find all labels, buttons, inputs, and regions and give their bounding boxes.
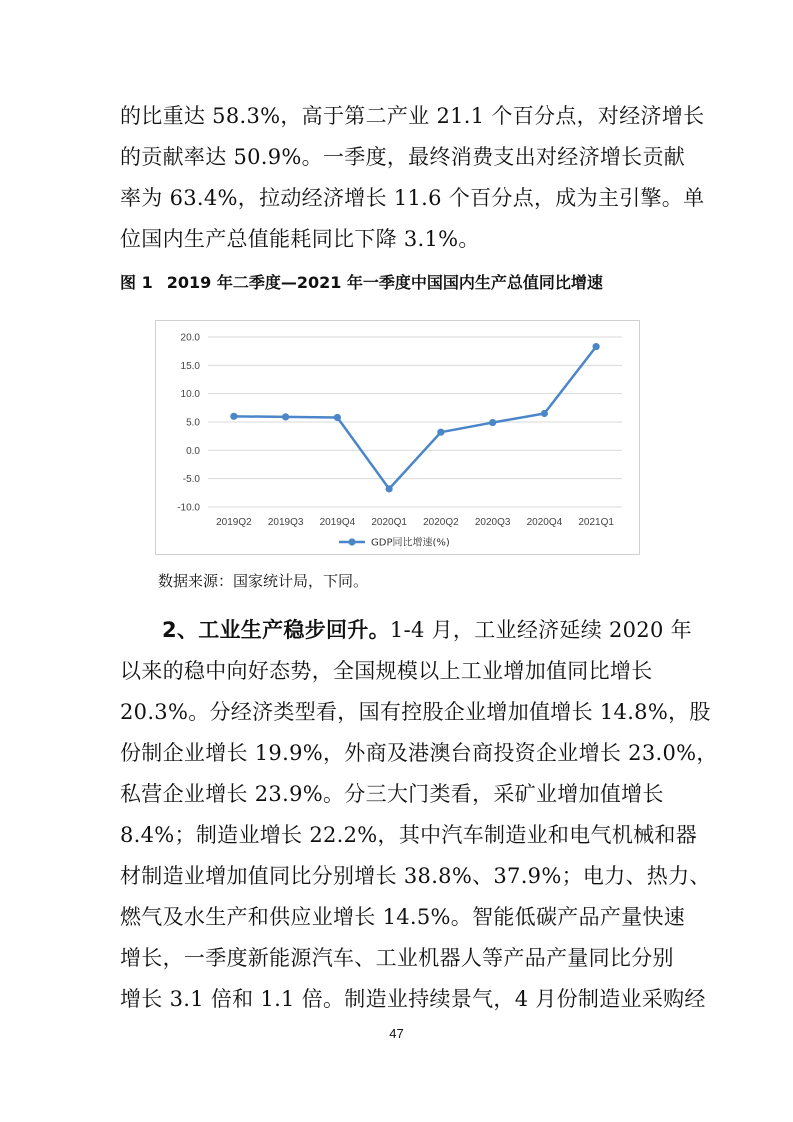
x-tick-label: 2020Q1 [371,517,407,528]
text-line: 以来的稳中向好态势，全国规模以上工业增加值同比增长 [120,659,653,683]
paragraph-consumption [120,96,705,260]
chart-canvas [156,321,639,554]
text-line: 8.4%；制造业增长 22.2%，其中汽车制造业和电气机械和器 [120,823,698,847]
x-tick-label: 2019Q2 [216,517,252,528]
data-point [541,410,548,417]
data-point [489,419,496,426]
y-tick-label: 20.0 [180,332,200,344]
x-tick-label: 2020Q2 [423,517,459,528]
legend-label: GDP同比增速(%) [371,537,450,549]
text-line: 20.3%。分经济类型看，国有控股企业增加值增长 14.8%，股 [120,700,711,724]
x-tick-label: 2020Q3 [474,517,511,528]
figure-number: 图 1 [120,273,153,292]
legend-marker [348,538,355,545]
text-line: 增长 3.1 倍和 1.1 倍。制造业持续景气，4 月份制造业采购经 [120,987,706,1011]
data-point [437,429,444,436]
data-point [282,413,289,420]
text-line: 的贡献率达 50.9%。一季度，最终消费支出对经济增长贡献 [120,145,686,169]
text-fragment: 1-4 月，工业经济延续 2020 年 [389,618,692,642]
figure-caption [120,270,603,293]
x-tick-label: 2020Q4 [526,517,563,528]
x-tick-label: 2021Q1 [578,517,614,528]
text-line: 燃气及水生产和供应业增长 14.5%。智能低碳产品产量快速 [120,905,686,929]
x-tick-label: 2019Q4 [319,517,356,528]
data-point [334,414,341,421]
page-number: 47 [389,1026,404,1041]
text-line: 增长，一季度新能源汽车、工业机器人等产品产量同比分别 [120,946,674,970]
data-point [230,413,237,420]
y-tick-label: -5.0 [182,474,200,486]
x-tick-label: 2019Q3 [267,517,304,528]
text-line: 私营企业增长 23.9%。分三大门类看，采矿业增加值增长 [120,782,664,806]
y-tick-label: 10.0 [180,389,200,401]
source-note: 数据来源：国家统计局，下同。 [158,572,369,590]
text-line: 的比重达 58.3%，高于第二产业 21.1 个百分点，对经济增长 [120,104,705,128]
y-tick-label: 5.0 [186,417,200,429]
y-tick-label: 15.0 [180,360,200,372]
text-line: 率为 63.4%，拉动经济增长 11.6 个百分点，成为主引擎。单 [120,186,705,210]
data-point [386,485,393,492]
y-tick-label: 0.0 [186,445,200,457]
y-tick-label: -10.0 [177,502,200,514]
text-line: 位国内生产总值能耗同比下降 3.1%。 [120,227,480,251]
figure-title: 2019 年二季度—2021 年一季度中国国内生产总值同比增速 [166,273,603,292]
gdp-growth-chart [155,320,640,555]
text-line: 材制造业增加值同比分别增长 38.8%、37.9%；电力、热力、 [120,864,711,888]
paragraph-industry [120,610,718,1020]
text-line [120,610,692,651]
text-line: 份制企业增长 19.9%，外商及港澳台商投资企业增长 23.0%， [120,741,718,765]
section-heading: 2、工业生产稳步回升。 [162,618,390,642]
data-point [593,343,600,350]
